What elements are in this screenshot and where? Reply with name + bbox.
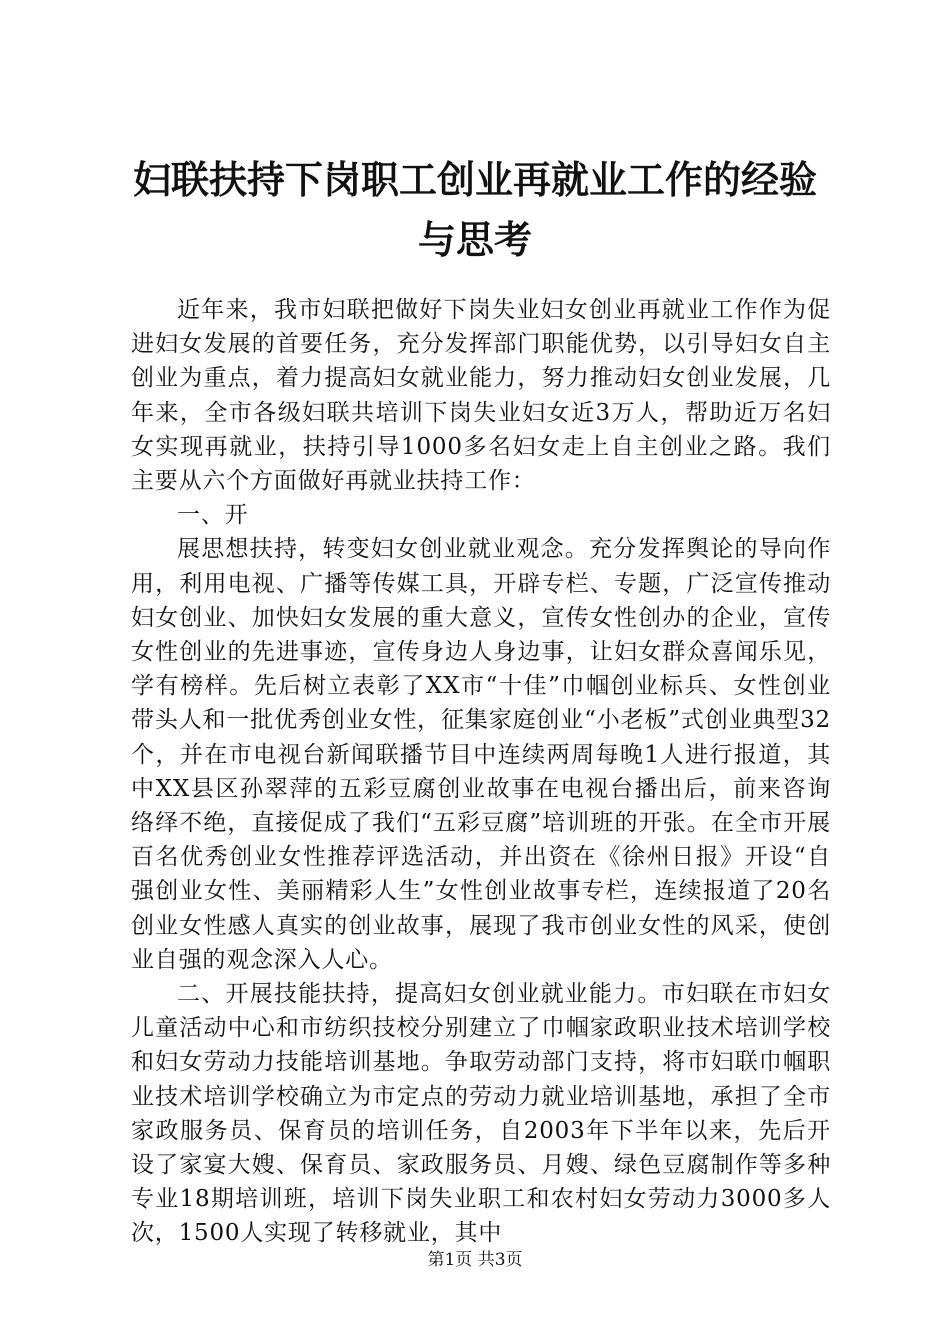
paragraph-section-1-body: 展思想扶持，转变妇女创业就业观念。充分发挥舆论的导向作用，利用电视、广播等传媒工具，开辟专栏、专题，广泛宣传推动妇女创业、加快妇女发展的重大意义，宣传女性创办的企业，宣传女性创业的先进事迹，宣传身边人身边事，让妇女群众喜闻乐见，学有榜样。先后树立表彰了XX市“十佳”巾帼创业标兵、女性创业带头人和一批优秀创业女性，征集家庭创业“小老板”式创业典型32个，并在市电视台新闻联播节目中连续两周每晚1人进行报道，其中XX县区孙翠萍的五彩豆腐创业故事在电视台播出后，前来咨询络绎不绝，直接促成了我们“五彩豆腐”培训班的开张。在全市开展百名优秀创业女性推荐评选活动，并出资在《徐州日报》开设“自强创业女性、美丽精彩人生”女性创业故事专栏，连续报道了20名创业女性感人真实的创业故事，展现了我市创业女性的风采，使创业自强的观念深入人心。 bbox=[131, 536, 831, 973]
page-footer: 第1页 共3页 bbox=[427, 1250, 523, 1270]
paragraph-section-2: 二、开展技能扶持，提高妇女创业就业能力。市妇联在市妇女儿童活动中心和市纺织技校分别建立了巾帼家政职业技术培训学校和妇女劳动力技能培训基地。争取劳动部门支持，将市妇联巾帼职业技术培训学校确立为市定点的劳动力就业培训基地，承担了全市家政服务员、保育员的培训任务，自2003年下半年以来，先后开设了家宴大嫂、保育员、家政服务员、月嫂、绿色豆腐制作等多种专业18期培训班，培训下岗失业职工和农村妇女劳动力3000多人次，1500人实现了转移就业，其中 bbox=[131, 981, 831, 1247]
document-title: 妇联扶持下岗职工创业再就业工作的经验与思考 bbox=[132, 157, 817, 262]
paragraph-intro: 近年来，我市妇联把做好下岗失业妇女创业再就业工作作为促进妇女发展的首要任务，充分发挥部门职能优势，以引导妇女自主创业为重点，着力提高妇女就业能力，努力推动妇女创业发展，几年来，全市各级妇联共培训下岗失业妇女近3万人，帮助近万名妇女实现再就业，扶持引导1000多名妇女走上自主创业之路。我们主要从六个方面做好再就业扶持工作： bbox=[131, 297, 831, 495]
document-body bbox=[131, 293, 831, 1251]
paragraph-section-1-heading: 一、开 bbox=[177, 502, 249, 529]
